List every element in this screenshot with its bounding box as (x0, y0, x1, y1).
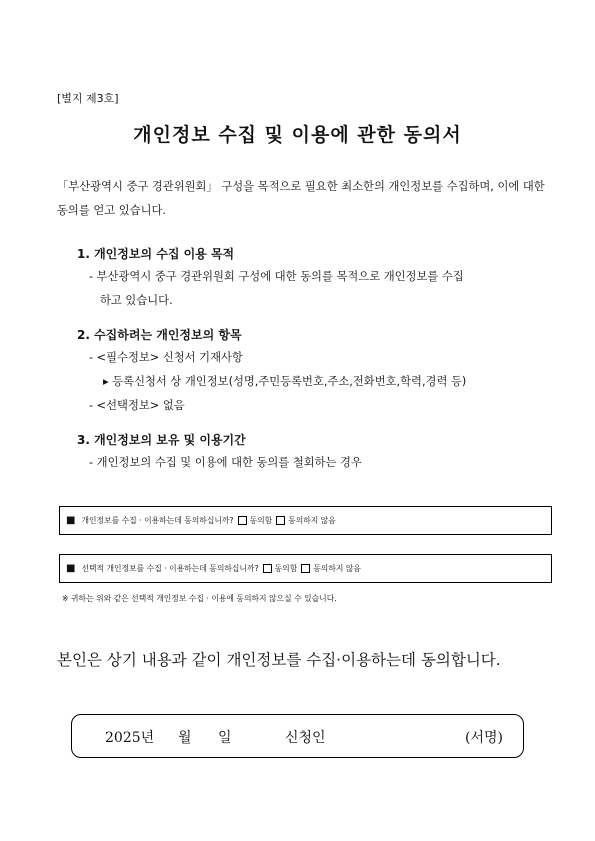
agree-label: 동의함 (249, 516, 273, 525)
page-title: 개인정보 수집 및 이용에 관한 동의서 (133, 124, 462, 146)
consent-box-required (59, 506, 552, 535)
section-1-line-1: - 부산광역시 중구 경관위원회 구성에 대한 동의를 목적으로 개인정보를 수집 (89, 270, 464, 283)
agree-checkbox[interactable] (238, 516, 247, 525)
consent-box-optional (59, 554, 552, 583)
agree-label: 동의함 (274, 564, 298, 573)
section-1-heading: 1. 개인정보의 수집 이용 목적 (77, 247, 235, 261)
signature-year: 2025년 (105, 730, 155, 746)
signature-field[interactable]: (서명) (465, 730, 503, 746)
section-2-line-3: - <선택정보> 없음 (89, 399, 185, 412)
applicant-label: 신청인 (285, 730, 326, 746)
consent-question: 선택적 개인정보를 수집 · 이용하는데 동의하십니까? (81, 564, 259, 573)
disagree-label: 동의하지 않음 (313, 564, 361, 573)
section-1-line-2: 하고 있습니다. (100, 294, 173, 307)
signature-month: 월 (178, 730, 192, 746)
section-2-line-1: - <필수정보> 신청서 기재사항 (89, 351, 243, 364)
disagree-label: 동의하지 않음 (288, 516, 336, 525)
section-2-line-2: ▸ 등록신청서 상 개인정보(성명,주민등록번호,주소,전화번호,학력,경력 등) (103, 375, 467, 388)
agree-checkbox[interactable] (263, 564, 272, 573)
disagree-checkbox[interactable] (276, 516, 285, 525)
bullet-square-icon: ■ (66, 563, 76, 574)
bullet-square-icon: ■ (66, 515, 76, 526)
disagree-checkbox[interactable] (301, 564, 310, 573)
signature-day: 일 (218, 730, 232, 746)
optional-consent-note: ※ 귀하는 위와 같은 선택적 개인정보 수집 · 이용에 동의하지 않으실 수 있습니다. (62, 594, 337, 603)
intro-paragraph: 「부산광역시 중구 경관위원회」 구성을 목적으로 필요한 최소한의 개인정보를 수집하며, 이에 대한 동의를 얻고 있습니다. (57, 180, 545, 217)
form-reference: [별지 제3호] (57, 92, 119, 105)
section-3-heading: 3. 개인정보의 보유 및 이용기간 (77, 433, 246, 447)
consent-statement: 본인은 상기 내용과 같이 개인정보를 수집·이용하는데 동의합니다. (57, 651, 501, 669)
consent-question: 개인정보를 수집 · 이용하는데 동의하십니까? (81, 516, 234, 525)
signature-box (71, 714, 524, 758)
section-2-heading: 2. 수집하려는 개인정보의 항목 (77, 328, 242, 342)
section-3-line-1: - 개인정보의 수집 및 이용에 대한 동의를 철회하는 경우 (89, 456, 362, 469)
